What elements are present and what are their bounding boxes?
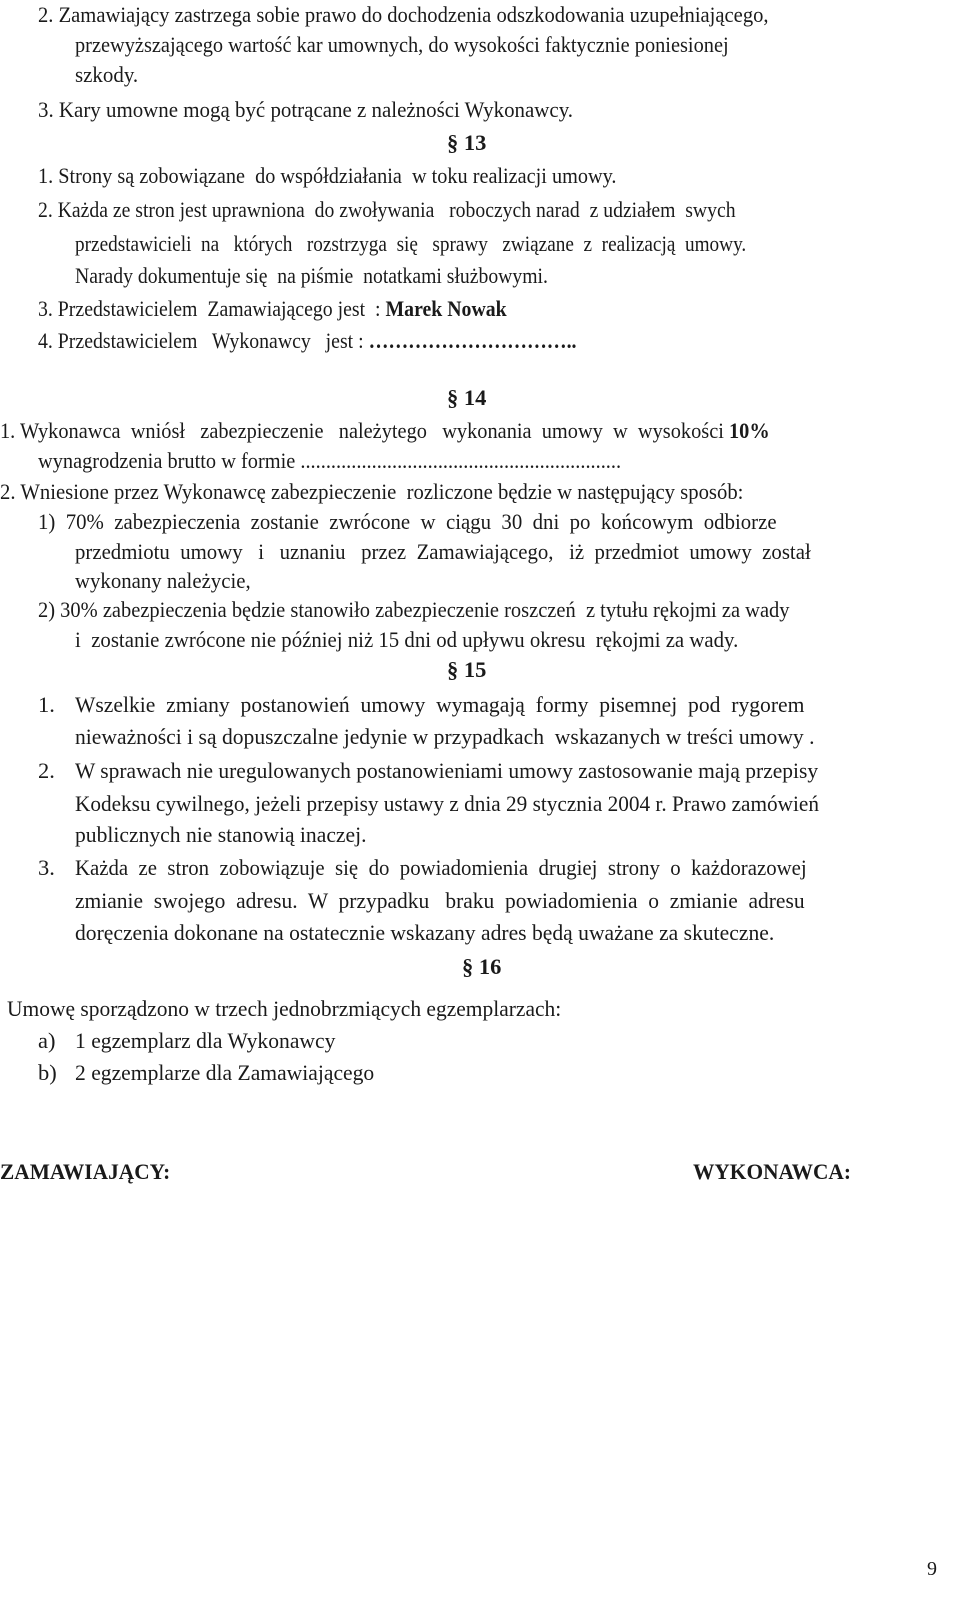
para-15-3-line1: Każda ze stron zobowiązuje się do powiadomienia drugiej strony o każdorazowej bbox=[75, 855, 807, 880]
para-14-1-line1: 1. Wykonawca wniósł zabezpieczenie należytego wykonania umowy w wysokości 10% bbox=[0, 418, 770, 443]
guarantee-percent: 10% bbox=[728, 418, 770, 443]
para-15-2-line3: publicznych nie stanowią inaczej. bbox=[75, 822, 367, 847]
item-16-a-label: a) bbox=[38, 1028, 56, 1053]
para-13-3: 3. Przedstawicielem Zamawiającego jest : Marek Nowak bbox=[38, 296, 507, 321]
para-13-2-line2: przedstawicieli na których rozstrzyga się sprawy związane z realizacją umowy. bbox=[75, 231, 747, 256]
para-15-2-line2: Kodeksu cywilnego, jeżeli przepisy ustawy z dnia 29 stycznia 2004 r. Prawo zamówień bbox=[75, 791, 819, 816]
section-15-heading: § 15 bbox=[447, 657, 487, 682]
para-12-3: 3. Kary umowne mogą być potrącane z należności Wykonawcy. bbox=[38, 97, 574, 122]
item-14-2-2-line2: i zostanie zwrócone nie później niż 15 dni od upływu okresu rękojmi za wady. bbox=[75, 627, 739, 652]
para-13-4: 4. Przedstawicielem Wykonawcy jest : ………………………….. bbox=[38, 328, 577, 353]
para-14-2: 2. Wniesione przez Wykonawcę zabezpieczenie rozliczone będzie w następujący sposób: bbox=[0, 479, 744, 504]
signature-contractor: WYKONAWCA: bbox=[693, 1159, 851, 1184]
para-15-1-num: 1. bbox=[38, 692, 55, 717]
para-13-2-line1: 2. Każda ze stron jest uprawniona do zwoływania roboczych narad z udziałem swych bbox=[38, 197, 736, 222]
para-16-intro: Umowę sporządzono w trzech jednobrzmiących egzemplarzach: bbox=[7, 996, 562, 1021]
signature-contracting-party: ZAMAWIAJĄCY: bbox=[0, 1159, 171, 1184]
item-14-2-1-line3: wykonany należycie, bbox=[75, 568, 251, 593]
item-14-2-1-line1: 1) 70% zabezpieczenia zostanie zwrócone w ciągu 30 dni po końcowym odbiorze bbox=[38, 509, 777, 534]
section-16-heading: § 16 bbox=[462, 954, 502, 979]
para-15-3-line2: zmianie swojego adresu. W przypadku braku powiadomienia o zmianie adresu bbox=[75, 888, 805, 913]
para-13-2-line3: Narady dokumentuje się na piśmie notatkami służbowymi. bbox=[75, 263, 548, 288]
para-15-1-line1: Wszelkie zmiany postanowień umowy wymagają formy pisemnej pod rygorem bbox=[75, 692, 805, 717]
para-15-3-num: 3. bbox=[38, 855, 55, 880]
para-12-2-line3: szkody. bbox=[75, 62, 139, 87]
page-number: 9 bbox=[927, 1558, 937, 1580]
para-12-2-line1: 2. Zamawiający zastrzega sobie prawo do dochodzenia odszkodowania uzupełniającego, bbox=[38, 2, 769, 27]
item-16-b-text: 2 egzemplarze dla Zamawiającego bbox=[75, 1060, 375, 1085]
para-15-2-num: 2. bbox=[38, 758, 55, 783]
para-12-2-line2: przewyższającego wartość kar umownych, do wysokości faktycznie poniesionej bbox=[75, 32, 729, 57]
item-14-2-1-line2: przedmiotu umowy i uznaniu przez Zamawiającego, iż przedmiot umowy został bbox=[75, 539, 811, 564]
para-14-1-line2: wynagrodzenia brutto w formie ............................................................... bbox=[38, 448, 622, 473]
section-14-heading: § 14 bbox=[447, 385, 487, 410]
item-14-2-2-line1: 2) 30% zabezpieczenia będzie stanowiło zabezpieczenie roszczeń z tytułu rękojmi za wady bbox=[38, 597, 790, 622]
item-16-a-text: 1 egzemplarz dla Wykonawcy bbox=[75, 1028, 336, 1053]
item-16-b-label: b) bbox=[38, 1060, 57, 1085]
para-15-2-line1: W sprawach nie uregulowanych postanowieniami umowy zastosowanie mają przepisy bbox=[75, 758, 819, 783]
contractor-rep-blank: ………………………….. bbox=[368, 328, 577, 353]
section-13-heading: § 13 bbox=[447, 130, 487, 155]
para-15-1-line2: nieważności i są dopuszczalne jedynie w przypadkach wskazanych w treści umowy . bbox=[75, 724, 815, 749]
representative-name: Marek Nowak bbox=[385, 296, 507, 321]
para-13-1: 1. Strony są zobowiązane do współdziałania w toku realizacji umowy. bbox=[38, 163, 617, 188]
para-15-3-line3: doręczenia dokonane na ostatecznie wskazany adres będą uważane za skuteczne. bbox=[75, 920, 775, 945]
